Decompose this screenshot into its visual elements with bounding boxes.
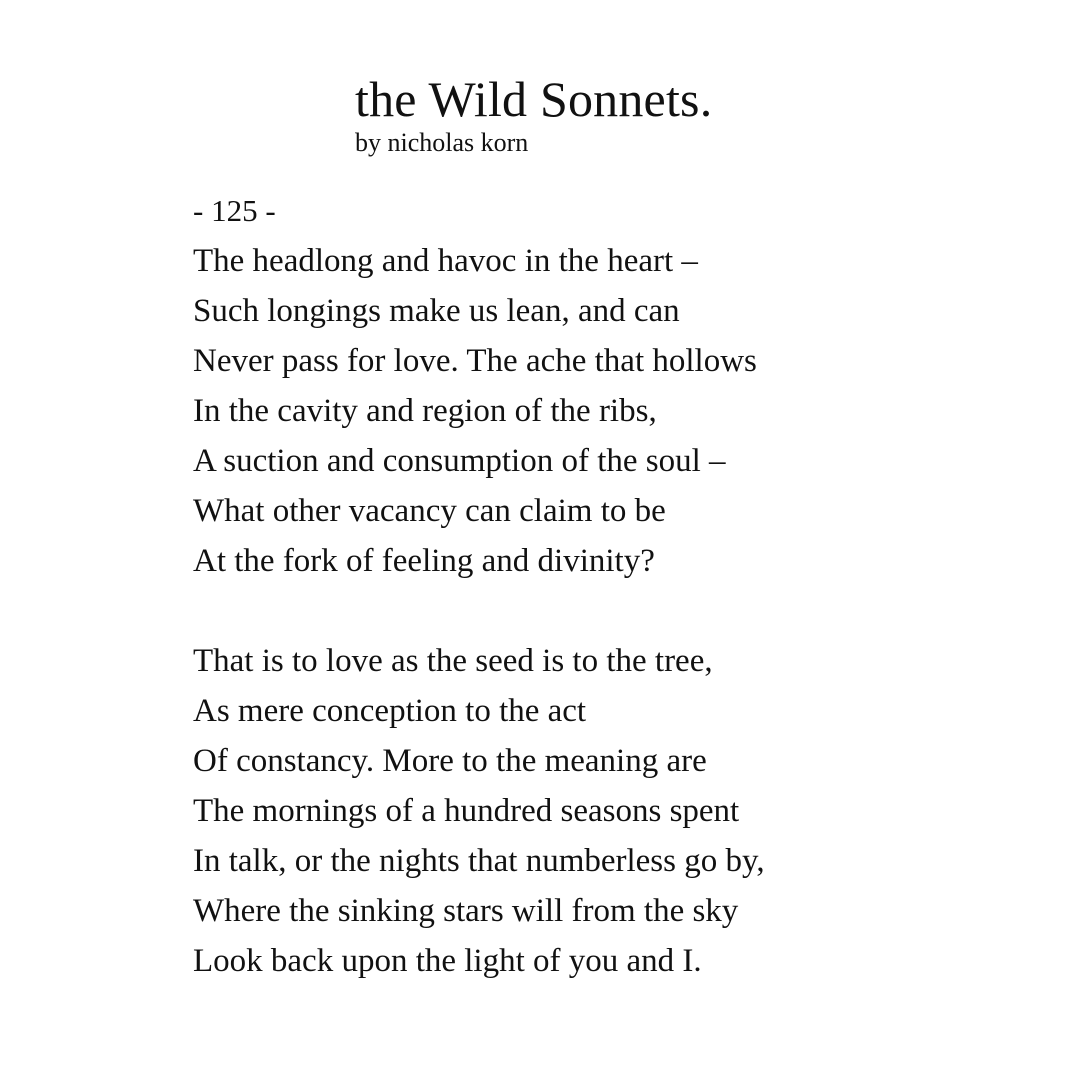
poem-line: Look back upon the light of you and I.	[193, 943, 702, 979]
page-title: the Wild Sonnets.	[355, 71, 713, 127]
poem-line: A suction and consumption of the soul –	[193, 443, 726, 479]
poem-line: Of constancy. More to the meaning are	[193, 743, 707, 779]
poem-line: The mornings of a hundred seasons spent	[193, 793, 740, 829]
sonnet-number: - 125 -	[193, 193, 276, 228]
poem-line: The headlong and havoc in the heart –	[193, 243, 698, 279]
poem-line: In talk, or the nights that numberless go by,	[193, 843, 765, 879]
poem-line: At the fork of feeling and divinity?	[193, 543, 655, 579]
poem-line: That is to love as the seed is to the tree,	[193, 643, 713, 679]
author-byline: by nicholas korn	[355, 128, 529, 157]
stanza-1	[193, 236, 765, 586]
poem-line: As mere conception to the act	[193, 693, 587, 729]
poem-line: Such longings make us lean, and can	[193, 293, 680, 329]
header	[355, 70, 712, 158]
poem-line: What other vacancy can claim to be	[193, 493, 666, 529]
stanza-2	[193, 636, 765, 986]
poem-line: Where the sinking stars will from the sky	[193, 893, 739, 929]
poem-line: In the cavity and region of the ribs,	[193, 393, 657, 429]
poem-line: Never pass for love. The ache that hollows	[193, 343, 757, 379]
poem	[193, 186, 765, 986]
